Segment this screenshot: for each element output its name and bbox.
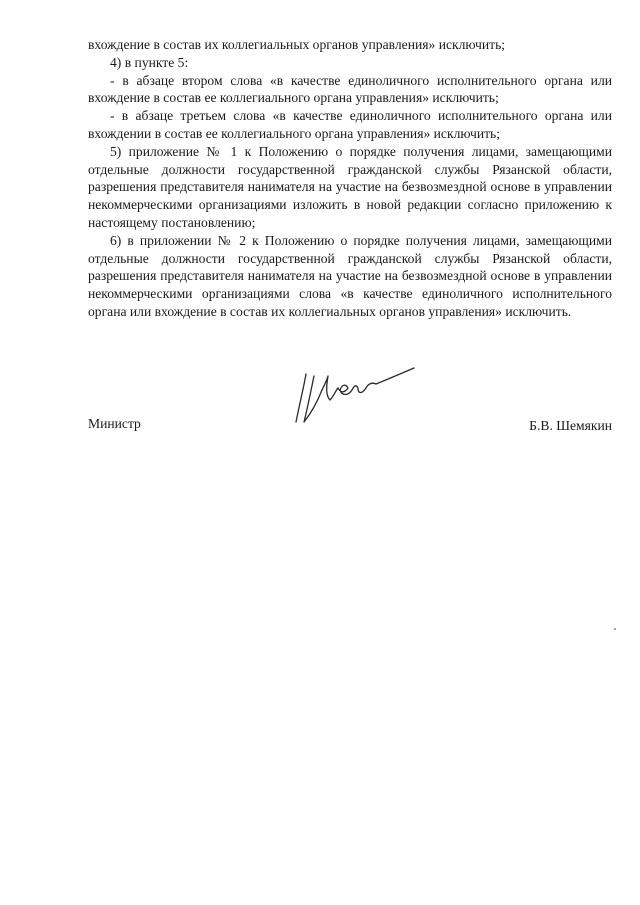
- paragraph-item-4-sub-1: - в абзаце втором слова «в качестве единоличного исполнительного органа или вхождение в состав ее коллегиального органа управления» исключить;: [88, 72, 612, 106]
- paragraph-item-4: 4) в пункте 5:: [110, 54, 189, 70]
- paragraph-item-6: 6) в приложении № 2 к Положению о порядке получения лицами, замещающими отдельные должности государственной гражданской службы Рязанской области, разрешения представителя нанимателя на участие на безвозмездной основе в управлении некоммерческими организациями слова «в качестве единоличного исполнительного органа или вхождение в состав их коллегиальных органов управления» исключить.: [88, 232, 612, 319]
- paragraph-continuation: вхождение в состав их коллегиальных органов управления» исключить;: [88, 37, 506, 52]
- paragraph-item-4-sub-2: - в абзаце третьем слова «в качестве единоличного исполнительного органа или вхождении в состав ее коллегиального органа управления» исключить;: [88, 108, 612, 141]
- document-body: [88, 36, 612, 321]
- paragraph-item-5: 5) приложение № 1 к Положению о порядке получения лицами, замещающими отдельные должности государственной гражданской службы Рязанской области, разрешения представителя нанимателя на участие на безвозмездной основе в управлении некоммерческими организациями изложить в новой редакции согласно приложению к настоящему постановлению;: [88, 143, 612, 230]
- position-title: Министр: [88, 416, 141, 431]
- scan-artifact-dot: [614, 628, 616, 630]
- signer-name: Б.В. Шемякин: [529, 418, 612, 433]
- signature-row: [88, 416, 612, 438]
